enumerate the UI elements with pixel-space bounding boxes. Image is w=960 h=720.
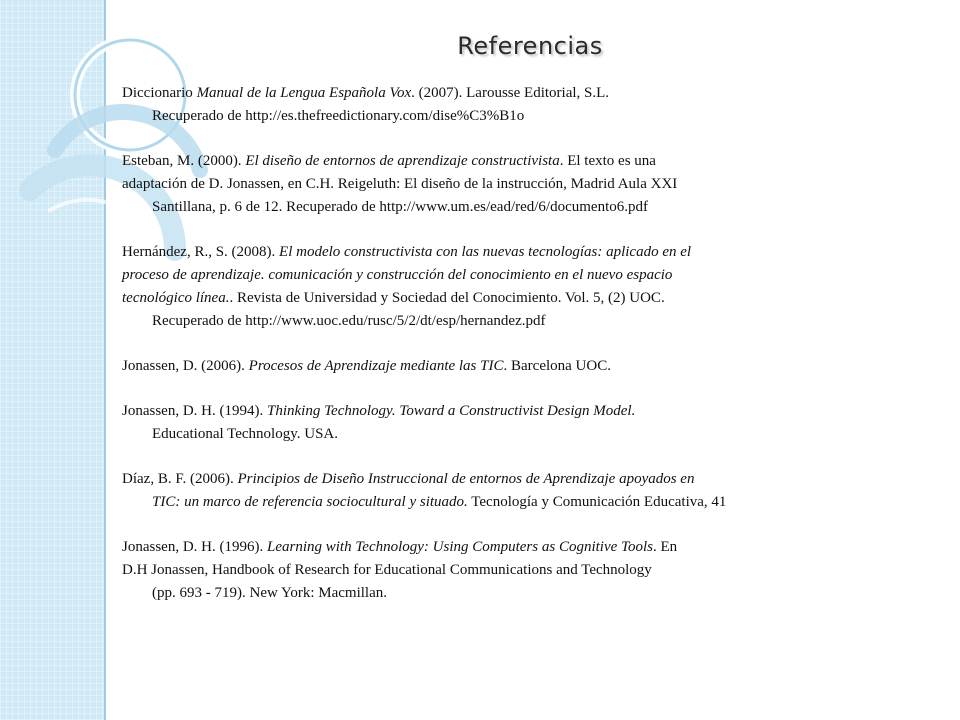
reference-line bbox=[122, 264, 942, 287]
reference-text: . (2007). Larousse Editorial, S.L. bbox=[411, 85, 610, 101]
reference-text: D.H Jonassen, Handbook of Research for Educational Communications and Technology bbox=[122, 562, 652, 578]
reference-line bbox=[122, 173, 942, 196]
reference-text: Recuperado de http://www.uoc.edu/rusc/5/2/dt/esp/hernandez.pdf bbox=[152, 313, 546, 329]
reference-line bbox=[122, 196, 942, 219]
reference-title-text: Manual de la Lengua Española Vox bbox=[196, 85, 412, 101]
reference-text: Recuperado de http://es.thefreedictionary.com/dise%C3%B1o bbox=[152, 108, 525, 124]
reference-line bbox=[122, 423, 942, 446]
reference-line bbox=[122, 355, 942, 378]
reference-text: . Barcelona UOC. bbox=[503, 358, 611, 374]
reference-title-text: Principios de Diseño Instruccional de entornos de Aprendizaje apoyados en bbox=[237, 471, 695, 487]
reference-line bbox=[122, 582, 942, 605]
reference-entry bbox=[122, 400, 942, 446]
reference-text: Diccionario bbox=[122, 85, 197, 101]
reference-text: . Revista de Universidad y Sociedad del Conocimiento. Vol. 5, (2) UOC. bbox=[229, 290, 665, 306]
reference-line bbox=[122, 241, 942, 264]
reference-text: . En bbox=[653, 539, 678, 555]
reference-line bbox=[122, 287, 942, 310]
reference-title-text: TIC: un marco de referencia sociocultural y situado. bbox=[152, 494, 468, 510]
reference-text: Santillana, p. 6 de 12. Recuperado de http://www.um.es/ead/red/6/documento6.pdf bbox=[152, 199, 648, 215]
reference-title-text: Thinking Technology. Toward a Constructivist Design Model. bbox=[266, 403, 636, 419]
reference-title-text: Learning with Technology: Using Computers as Cognitive Tools bbox=[266, 539, 653, 555]
reference-text: Jonassen, D. H. (1994). bbox=[122, 403, 267, 419]
reference-line bbox=[122, 559, 942, 582]
reference-entry bbox=[122, 468, 942, 514]
reference-entry bbox=[122, 355, 942, 378]
reference-text: Hernández, R., S. (2008). bbox=[122, 244, 280, 260]
reference-text: Díaz, B. F. (2006). bbox=[122, 471, 238, 487]
reference-line bbox=[122, 536, 942, 559]
reference-text: Esteban, M. (2000). bbox=[122, 153, 246, 169]
reference-line bbox=[122, 82, 942, 105]
reference-text: Jonassen, D. H. (1996). bbox=[122, 539, 267, 555]
reference-title-text: El modelo constructivista con las nuevas tecnologías: aplicado en el bbox=[279, 244, 692, 260]
reference-line bbox=[122, 150, 942, 173]
reference-text: . El texto es una bbox=[559, 153, 656, 169]
reference-entry bbox=[122, 536, 942, 605]
reference-title-text: El diseño de entornos de aprendizaje constructivista bbox=[245, 153, 560, 169]
reference-entry bbox=[122, 82, 942, 128]
reference-text: Tecnología y Comunicación Educativa, 41 bbox=[467, 494, 727, 510]
reference-text: Jonassen, D. (2006). bbox=[122, 358, 249, 374]
reference-title-text: Procesos de Aprendizaje mediante las TIC bbox=[248, 358, 504, 374]
reference-text: adaptación de D. Jonassen, en C.H. Reigeluth: El diseño de la instrucción, Madrid Aula XXI bbox=[122, 176, 678, 192]
reference-list bbox=[122, 82, 942, 627]
reference-line bbox=[122, 310, 942, 333]
decorative-side-band bbox=[0, 0, 106, 720]
reference-line bbox=[122, 468, 942, 491]
reference-title-text: proceso de aprendizaje. comunicación y construcción del conocimiento en el nuevo espacio bbox=[122, 267, 673, 283]
slide-title: Referencias bbox=[457, 32, 603, 60]
reference-text: Educational Technology. USA. bbox=[152, 426, 338, 442]
reference-line bbox=[122, 491, 942, 514]
reference-entry bbox=[122, 150, 942, 219]
reference-title-text: tecnológico línea. bbox=[122, 290, 230, 306]
reference-line bbox=[122, 105, 942, 128]
reference-line bbox=[122, 400, 942, 423]
reference-entry bbox=[122, 241, 942, 333]
reference-text: (pp. 693 - 719). New York: Macmillan. bbox=[152, 585, 387, 601]
